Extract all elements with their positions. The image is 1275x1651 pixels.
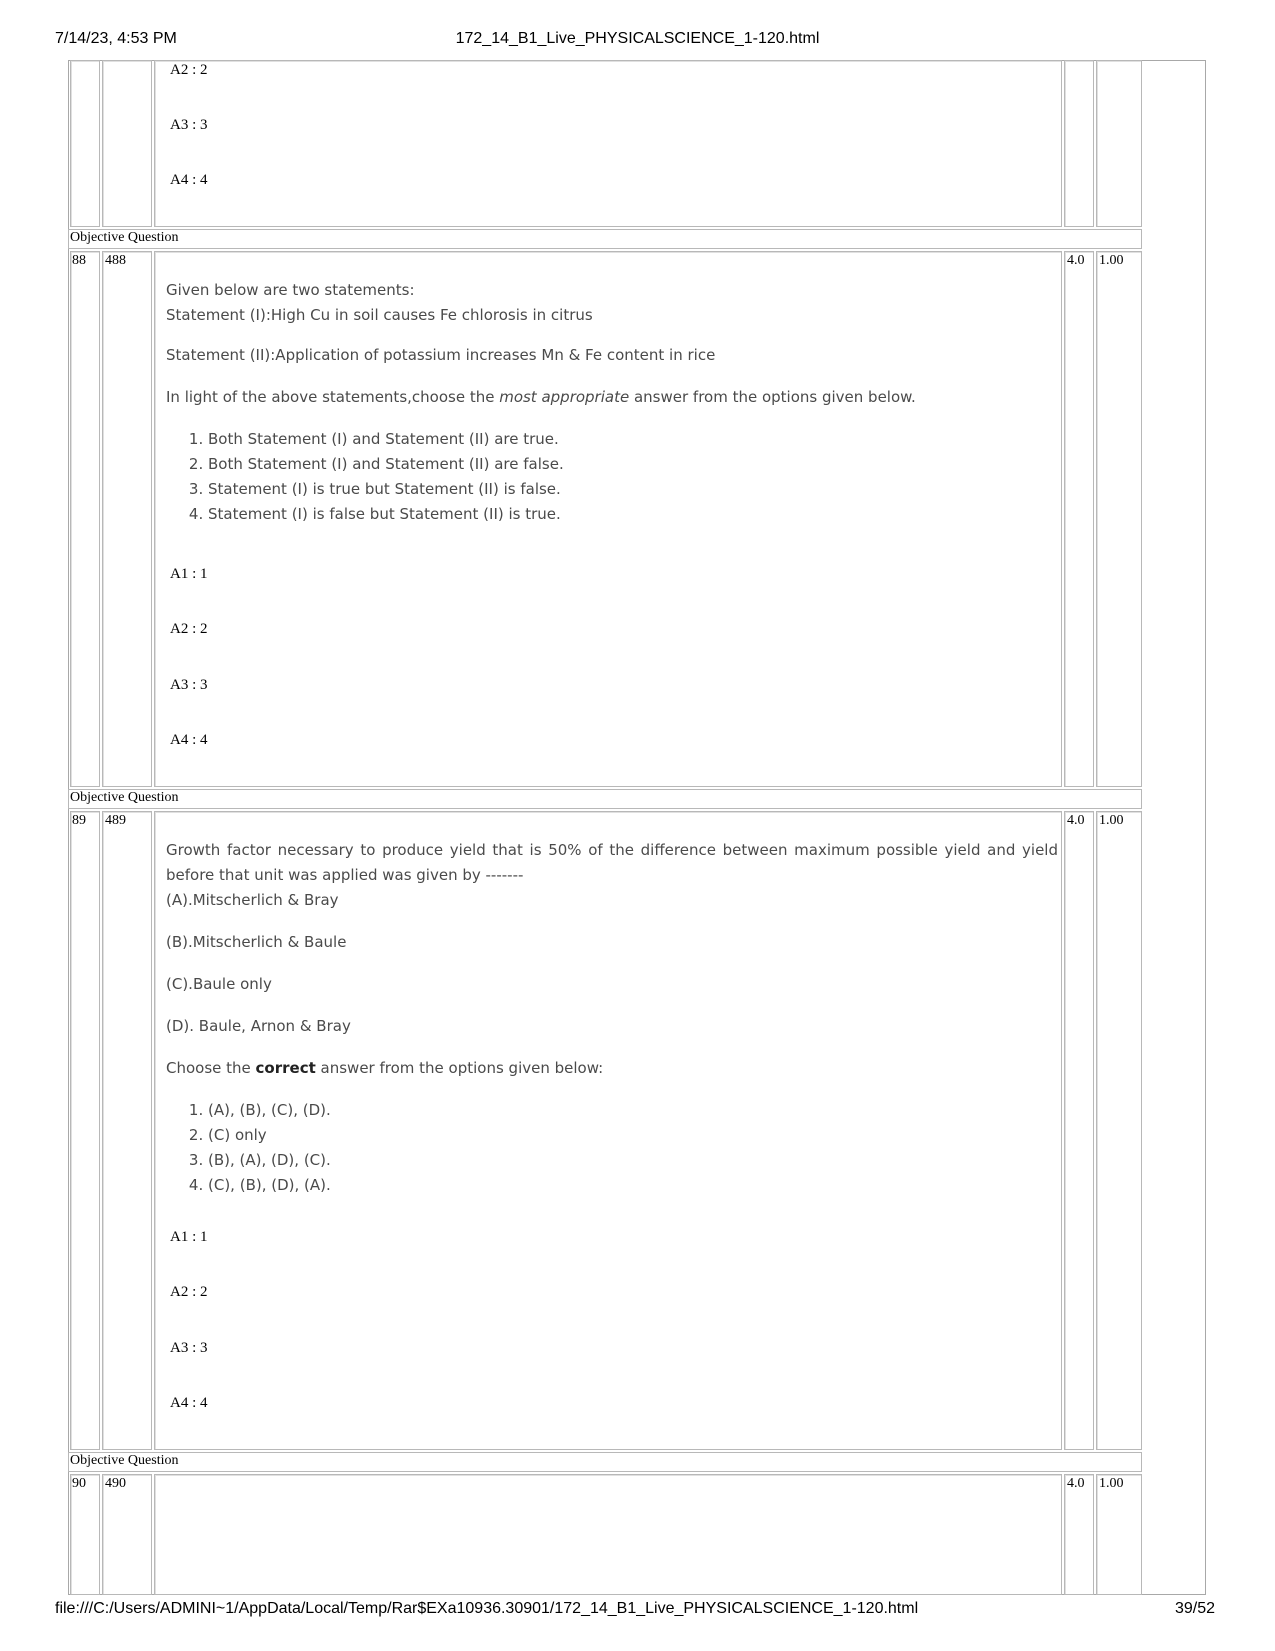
marks-cell [1064,811,1094,1450]
print-page-number: 39/52 [1174,1600,1215,1617]
serial-number: 90 [72,1476,86,1491]
answer-option: A4 : 4 [170,172,208,188]
question-id: 489 [105,813,126,828]
answer-option: A2 : 2 [170,1284,208,1300]
qid-cell [102,60,152,227]
marks-cell [1064,1474,1094,1595]
section-label: Objective Question [70,1453,179,1468]
question-id: 488 [105,253,126,268]
print-document-title: 172_14_B1_Live_PHYSICALSCIENCE_1-120.html [455,30,820,47]
answer-option: A1 : 1 [170,1229,208,1245]
print-datetime: 7/14/23, 4:53 PM [55,30,177,47]
marks: 4.0 [1067,253,1085,268]
question-line: Statement (II):Application of potassium increases Mn & Fe content in rice [166,346,716,364]
instruction: In light of the above statements,choose the most appropriate answer from the options given below. [166,388,916,406]
choice-item: 2. (C) only [208,1123,1058,1148]
question-text [166,838,1058,1198]
section-label: Objective Question [70,790,179,805]
answer-option: A4 : 4 [170,732,208,748]
answer-option: A1 : 1 [170,566,208,582]
choice-item: 1. Both Statement (I) and Statement (II) are true. [208,427,1112,452]
serial-number: 89 [72,813,86,828]
choice-item: 4. (C), (B), (D), (A). [208,1173,1058,1198]
qid-cell [102,811,152,1450]
sno-cell [70,251,100,787]
sno-cell [70,1474,100,1595]
negative-marks-cell [1096,60,1142,227]
choice-item: 1. (A), (B), (C), (D). [208,1098,1058,1123]
answer-option: A4 : 4 [170,1395,208,1411]
negative-marks: 1.00 [1099,253,1124,268]
choice-item: 3. (B), (A), (D), (C). [208,1148,1058,1173]
serial-number: 88 [72,253,86,268]
question-line: Given below are two statements: [166,281,415,299]
question-text [166,278,1112,527]
choice-list [166,1098,1058,1198]
question-id: 490 [105,1476,126,1491]
section-label: Objective Question [70,230,179,245]
negative-marks: 1.00 [1099,813,1124,828]
statement-d: (D). Baule, Arnon & Bray [166,1017,351,1035]
statement-a: (A).Mitscherlich & Bray [166,891,339,909]
answer-option: A2 : 2 [170,62,208,78]
print-file-path: file:///C:/Users/ADMINI~1/AppData/Local/Temp/Rar$EXa10936.30901/172_14_B1_Live_PHYSICALSCIENCE_1-120.html [55,1600,919,1617]
question-cell [154,60,1062,227]
question-stem: Growth factor necessary to produce yield that is 50% of the difference between maximum possible yield and yield before that unit was applied was given by ------- [166,841,1058,884]
section-label-row [68,1452,1142,1472]
choice-item: 4. Statement (I) is false but Statement (II) is true. [208,502,1112,527]
section-label-row [68,229,1142,249]
statement-c: (C).Baule only [166,975,272,993]
sno-cell [70,811,100,1450]
negative-marks: 1.00 [1099,1476,1124,1491]
instruction: Choose the correct answer from the options given below: [166,1059,604,1077]
negative-marks-cell [1096,811,1142,1450]
answer-option: A3 : 3 [170,677,208,693]
negative-marks-cell [1096,1474,1142,1595]
answer-option: A2 : 2 [170,621,208,637]
marks-cell [1064,60,1094,227]
marks: 4.0 [1067,813,1085,828]
choice-list [166,427,1112,527]
statement-b: (B).Mitscherlich & Baule [166,933,347,951]
question-line: Statement (I):High Cu in soil causes Fe chlorosis in citrus [166,306,593,324]
answer-option: A3 : 3 [170,117,208,133]
sno-cell [70,60,100,227]
question-cell [154,1474,1062,1595]
qid-cell [102,1474,152,1595]
marks: 4.0 [1067,1476,1085,1491]
section-label-row [68,789,1142,809]
choice-item: 2. Both Statement (I) and Statement (II) are false. [208,452,1112,477]
answer-option: A3 : 3 [170,1340,208,1356]
qid-cell [102,251,152,787]
choice-item: 3. Statement (I) is true but Statement (II) is false. [208,477,1112,502]
